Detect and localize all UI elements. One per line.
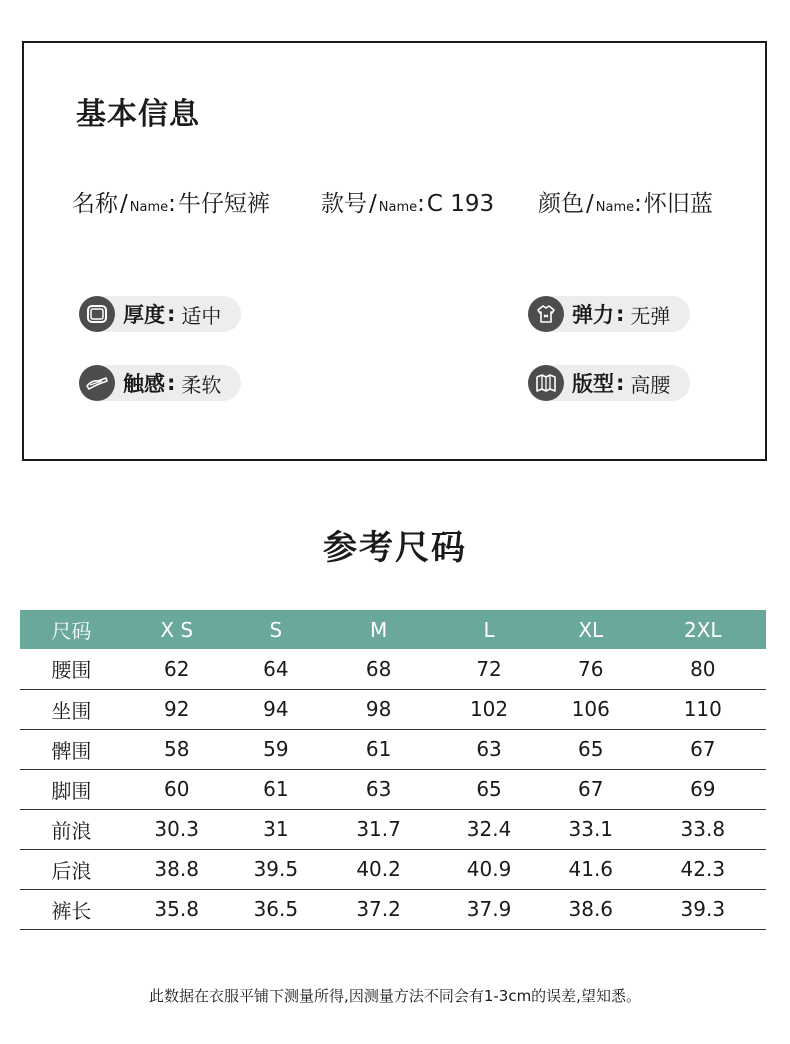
table-cell: 65 <box>436 769 542 809</box>
attr-colon: : <box>616 371 625 395</box>
attr-label: 版型 <box>572 372 614 396</box>
table-cell: 32.4 <box>436 809 542 849</box>
table-cell: 前浪 <box>20 809 123 849</box>
table-cell: 92 <box>123 689 231 729</box>
table-cell: 40.2 <box>321 849 436 889</box>
attr-colon: : <box>616 302 625 326</box>
table-cell: 94 <box>231 689 321 729</box>
attr-stretch <box>528 296 690 332</box>
table-cell: 102 <box>436 689 542 729</box>
attr-value: 无弹 <box>630 303 671 328</box>
table-row <box>20 729 766 769</box>
field-value: C 193 <box>426 191 495 217</box>
basic-info-panel <box>22 41 767 461</box>
attr-label: 触感 <box>123 372 165 396</box>
table-cell: 37.9 <box>436 889 542 929</box>
table-cell: 58 <box>123 729 231 769</box>
table-cell: 60 <box>123 769 231 809</box>
attr-colon: : <box>167 371 176 395</box>
table-cell: 髀围 <box>20 729 123 769</box>
table-cell: 腰围 <box>20 649 123 689</box>
table-cell: 39.3 <box>640 889 766 929</box>
attr-label: 弹力 <box>572 303 614 327</box>
attr-thickness <box>79 296 241 332</box>
table-cell: 33.8 <box>640 809 766 849</box>
header-cell: L <box>436 610 542 649</box>
table-row <box>20 889 766 929</box>
table-cell: 35.8 <box>123 889 231 929</box>
table-cell: 62 <box>123 649 231 689</box>
table-cell: 63 <box>436 729 542 769</box>
table-row <box>20 809 766 849</box>
table-cell: 30.3 <box>123 809 231 849</box>
header-cell: S <box>231 610 321 649</box>
table-cell: 59 <box>231 729 321 769</box>
size-table <box>20 610 766 930</box>
table-cell: 67 <box>640 729 766 769</box>
field-sub: Name <box>595 200 635 215</box>
table-cell: 64 <box>231 649 321 689</box>
header-cell: X S <box>123 610 231 649</box>
table-cell: 69 <box>640 769 766 809</box>
field-slash: / <box>369 191 377 217</box>
table-cell: 61 <box>231 769 321 809</box>
header-cell: 2XL <box>640 610 766 649</box>
measurement-note: 此数据在衣服平铺下测量所得,因测量方法不同会有1-3cm的误差,望知悉。 <box>149 987 641 1005</box>
table-cell: 36.5 <box>231 889 321 929</box>
table-cell: 67 <box>542 769 640 809</box>
table-cell: 41.6 <box>542 849 640 889</box>
table-cell: 80 <box>640 649 766 689</box>
texture-icon <box>79 365 115 401</box>
table-cell: 61 <box>321 729 436 769</box>
field-colon: : <box>417 191 425 217</box>
field-label: 名称 <box>72 191 118 217</box>
basic-info-title: 基本信息 <box>76 97 200 132</box>
table-cell: 坐围 <box>20 689 123 729</box>
attr-texture <box>79 365 241 401</box>
header-cell: 尺码 <box>20 610 123 649</box>
table-cell: 72 <box>436 649 542 689</box>
attr-value: 适中 <box>181 303 222 328</box>
table-cell: 68 <box>321 649 436 689</box>
field-value: 牛仔短裤 <box>177 191 270 217</box>
header-cell: XL <box>542 610 640 649</box>
table-cell: 裤长 <box>20 889 123 929</box>
thickness-icon <box>79 296 115 332</box>
table-cell: 65 <box>542 729 640 769</box>
fit-icon <box>528 365 564 401</box>
table-row <box>20 849 766 889</box>
attr-fit <box>528 365 690 401</box>
table-cell: 31.7 <box>321 809 436 849</box>
table-row <box>20 649 766 689</box>
table-cell: 38.6 <box>542 889 640 929</box>
table-row <box>20 689 766 729</box>
table-cell: 38.8 <box>123 849 231 889</box>
table-cell: 37.2 <box>321 889 436 929</box>
field-colon: : <box>168 191 176 217</box>
table-cell: 76 <box>542 649 640 689</box>
attr-value: 高腰 <box>630 372 671 397</box>
size-chart-title: 参考尺码 <box>323 528 467 568</box>
info-field-name <box>72 185 270 218</box>
attr-colon: : <box>167 302 176 326</box>
table-row <box>20 769 766 809</box>
attr-label: 厚度 <box>123 303 165 327</box>
table-cell: 33.1 <box>542 809 640 849</box>
field-value: 怀旧蓝 <box>643 191 713 217</box>
table-cell: 39.5 <box>231 849 321 889</box>
size-table-header <box>20 610 766 649</box>
table-cell: 40.9 <box>436 849 542 889</box>
field-label: 款号 <box>321 191 367 217</box>
table-cell: 98 <box>321 689 436 729</box>
field-slash: / <box>120 191 128 217</box>
table-cell: 脚围 <box>20 769 123 809</box>
attr-value: 柔软 <box>181 372 222 397</box>
field-slash: / <box>586 191 594 217</box>
info-field-style-no <box>321 185 494 218</box>
table-cell: 31 <box>231 809 321 849</box>
table-cell: 110 <box>640 689 766 729</box>
header-cell: M <box>321 610 436 649</box>
field-sub: Name <box>378 200 418 215</box>
table-cell: 106 <box>542 689 640 729</box>
field-colon: : <box>634 191 642 217</box>
info-field-color <box>538 185 713 218</box>
field-label: 颜色 <box>538 191 584 217</box>
table-cell: 42.3 <box>640 849 766 889</box>
table-cell: 63 <box>321 769 436 809</box>
stretch-icon <box>528 296 564 332</box>
table-cell: 后浪 <box>20 849 123 889</box>
field-sub: Name <box>129 200 169 215</box>
